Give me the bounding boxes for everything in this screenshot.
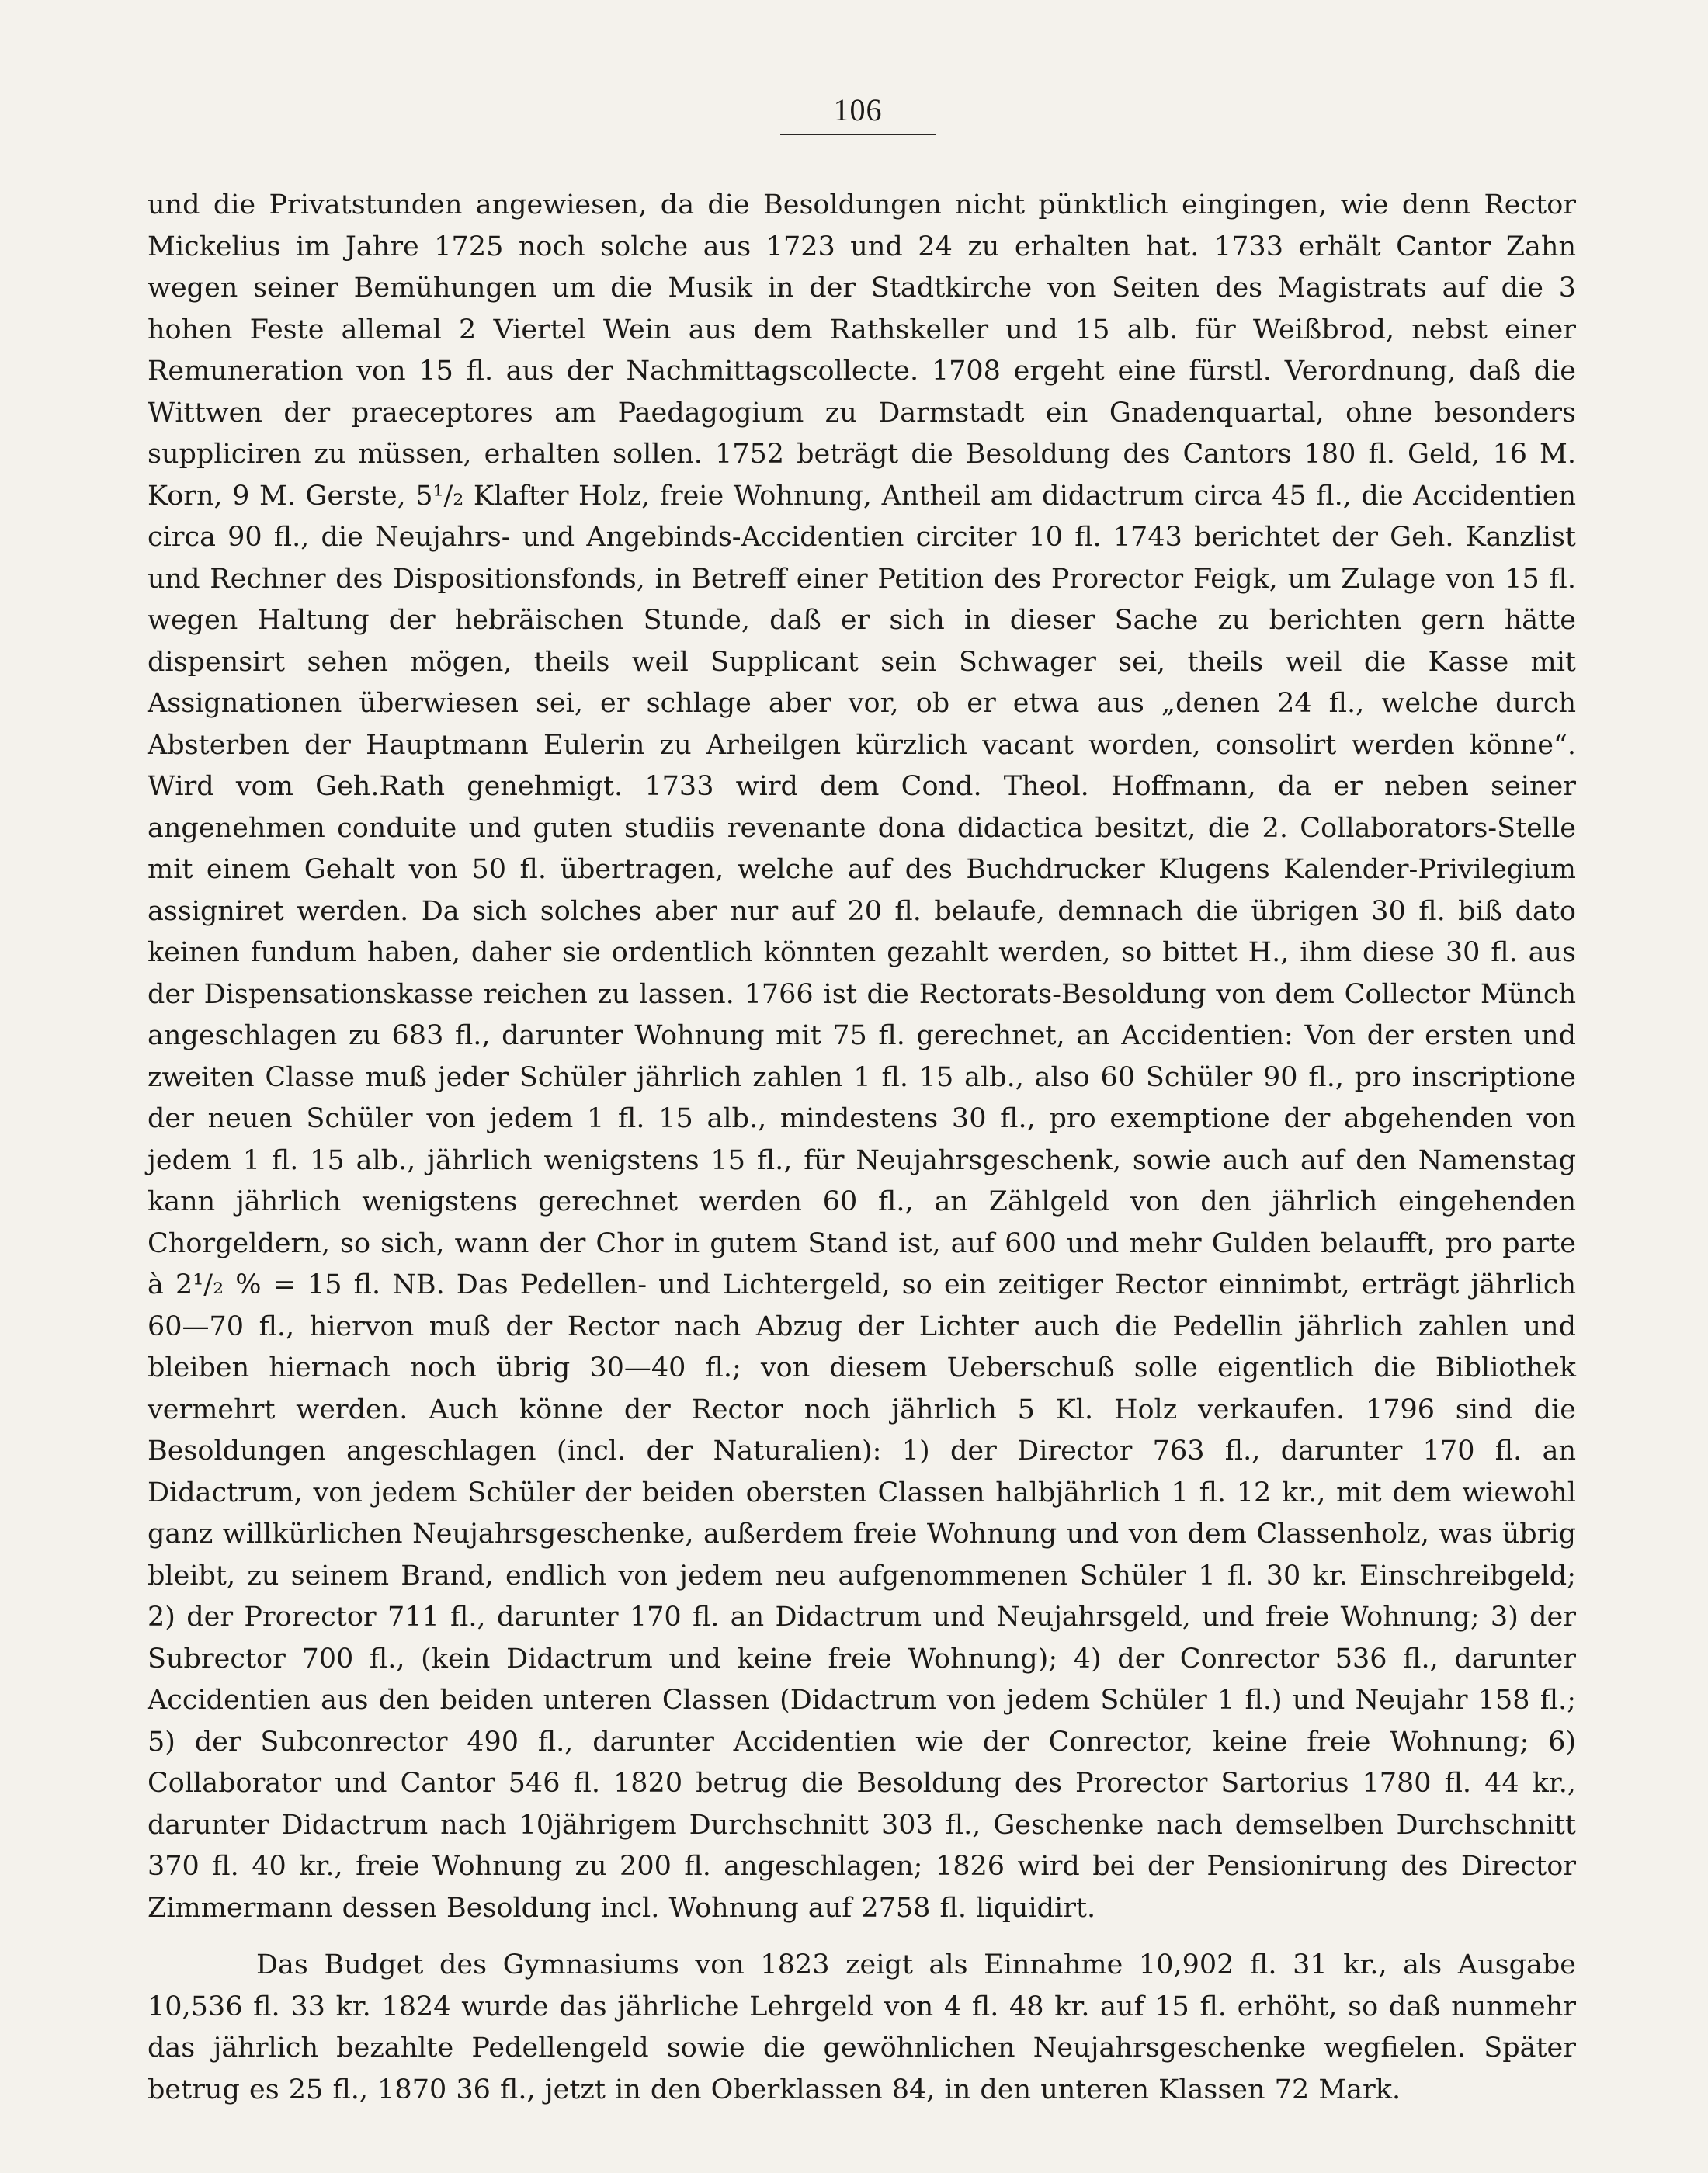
page-number: 106 bbox=[833, 92, 883, 127]
body-text bbox=[148, 185, 1576, 2111]
paragraph-2: Das Budget des Gymnasiums von 1823 zeigt als Einnahme 10,902 fl. 31 kr., als Ausgabe 10,536 fl. 33 kr. 1824 wurde das jährliche Lehrgeld von 4 fl. 48 kr. auf 15 fl. erhöht, so daß nunmehr das jährlich bezahlte Pedellengeld sowie die gewöhnlichen Neujahrsgeschenke wegfielen. Später betrug es 25 fl., 1870 36 fl., jetzt in den Oberklassen 84, in den unteren Klassen 72 Mark. bbox=[148, 1949, 1576, 2105]
paragraph-1: und die Privatstunden angewiesen, da die Besoldungen nicht pünktlich eingingen, wie denn Rector Mickelius im Jahre 1725 noch solche aus 1723 und 24 zu erhalten hat. 1733 erhält Cantor Zahn wegen seiner Bemühungen um die Musik in der Stadtkirche von Seiten des Magistrats auf die 3 hohen Feste allemal 2 Viertel Wein aus dem Rathskeller und 15 alb. für Weißbrod, nebst einer Remuneration von 15 fl. aus der Nachmittagscollecte. 1708 ergeht eine fürstl. Verordnung, daß die Wittwen der praeceptores am Paedagogium zu Darmstadt ein Gnadenquartal, ohne besonders suppliciren zu müssen, erhalten sollen. 1752 beträgt die Besoldung des Cantors 180 fl. Geld, 16 M. Korn, 9 M. Gerste, 5¹/₂ Klafter Holz, freie Wohnung, Antheil am didactrum circa 45 fl., die Accidentien circa 90 fl., die Neujahrs- und Angebinds-Accidentien circiter 10 fl. 1743 berichtet der Geh. Kanzlist und Rechner des Dispositionsfonds, in Betreff einer Petition des Prorector Feigk, um Zulage von 15 fl. wegen Haltung der hebräischen Stunde, daß er sich in dieser Sache zu berichten gern hätte dispensirt sehen mögen, theils weil Supplicant sein Schwager sei, theils weil die Kasse mit Assignationen überwiesen sei, er schlage aber vor, ob er etwa aus „denen 24 fl., welche durch Absterben der Hauptmann Eulerin zu Arheilgen kürzlich vacant worden, consolirt werden könne“. Wird vom Geh.Rath genehmigt. 1733 wird dem Cond. Theol. Hoffmann, da er neben seiner angenehmen conduite und guten studiis revenante dona didactica besitzt, die 2. Collaborators-Stelle mit einem Gehalt von 50 fl. übertragen, welche auf des Buchdrucker Klugens Kalender-Privilegium assigniret werden. Da sich solches aber nur auf 20 fl. belaufe, demnach die übrigen 30 fl. biß dato keinen fundum haben, daher sie ordentlich könnten gezahlt werden, so bittet H., ihm diese 30 fl. aus der Dispensationskasse reichen zu lassen. 1766 ist die Rectorats-Besoldung von dem Collector Münch angeschlagen zu 683 fl., darunter Wohnung mit 75 fl. gerechnet, an Accidentien: Von der ersten und zweiten Classe muß jeder Schüler jährlich zahlen 1 fl. 15 alb., also 60 Schüler 90 fl., pro inscriptione der neuen Schüler von jedem 1 fl. 15 alb., mindestens 30 fl., pro exemptione der abgehenden von jedem 1 fl. 15 alb., jährlich wenigstens 15 fl., für Neujahrsgeschenk, sowie auch auf den Namenstag kann jährlich wenigstens gerechnet werden 60 fl., an Zählgeld von den jährlich eingehenden Chorgeldern, so sich, wann der Chor in gutem Stand ist, auf 600 und mehr Gulden belaufft, pro parte à 2¹/₂ % = 15 fl. NB. Das Pedellen- und Lichtergeld, so ein zeitiger Rector einnimbt, erträgt jährlich 60—70 fl., hiervon muß der Rector nach Abzug der Lichter auch die Pedellin jährlich zahlen und bleiben hiernach noch übrig 30—40 fl.; von diesem Ueberschuß solle eigentlich die Bibliothek vermehrt werden. Auch könne der Rector noch jährlich 5 Kl. Holz verkaufen. 1796 sind die Besoldungen angeschlagen (incl. der Naturalien): 1) der Director 763 fl., darunter 170 fl. an Didactrum, von jedem Schüler der beiden obersten Classen halbjährlich 1 fl. 12 kr., mit dem wiewohl ganz willkürlichen Neujahrsgeschenke, außerdem freie Wohnung und von dem Classenholz, was übrig bleibt, zu seinem Brand, endlich von jedem neu aufgenommenen Schüler 1 fl. 30 kr. Einschreibgeld; 2) der Prorector 711 fl., darunter 170 fl. an Didactrum und Neujahrsgeld, und freie Wohnung; 3) der Subrector 700 fl., (kein Didactrum und keine freie Wohnung); 4) der Conrector 536 fl., darunter Accidentien aus den beiden unteren Classen (Didactrum von jedem Schüler 1 fl.) und Neujahr 158 fl.; 5) der Subconrector 490 fl., darunter Accidentien wie der Conrector, keine freie Wohnung; 6) Collaborator und Cantor 546 fl. 1820 betrug die Besoldung des Prorector Sartorius 1780 fl. 44 kr., darunter Didactrum nach 10jährigem Durchschnitt 303 fl., Geschenke nach demselben Durchschnitt 370 fl. 40 kr., freie Wohnung zu 200 fl. angeschlagen; 1826 wird bei der Pensionirung des Director Zimmermann dessen Besoldung incl. Wohnung auf 2758 fl. liquidirt. bbox=[148, 189, 1576, 1924]
page-number-rule bbox=[780, 134, 936, 135]
